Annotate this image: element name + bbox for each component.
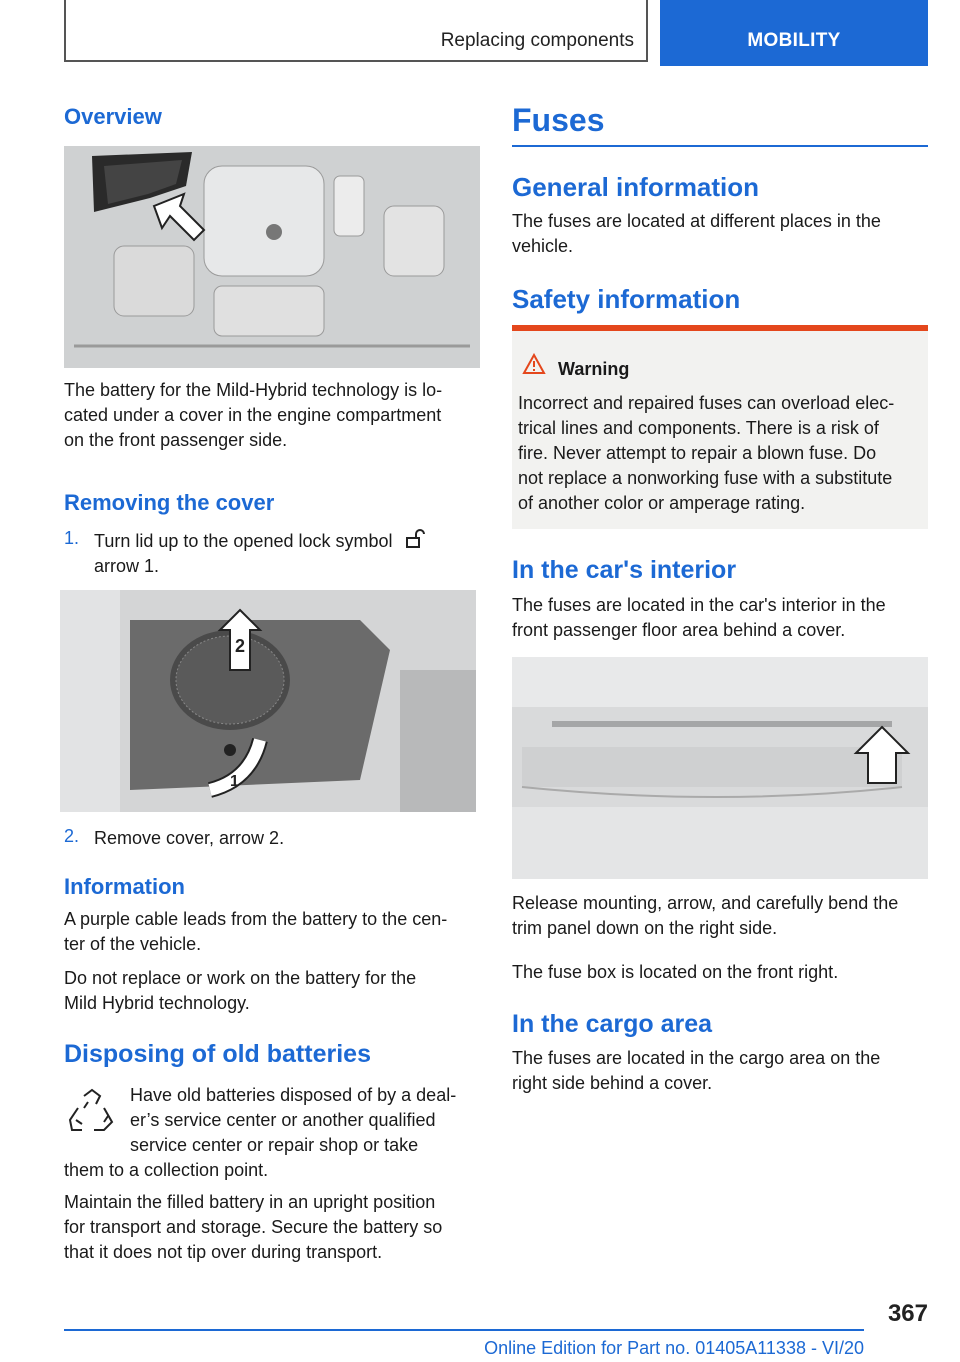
warning-text: Incorrect and repaired fuses can overload elec- trical lines and components. There is a risk of fire. Never attempt to repair a blown fuse. Do not replace a nonworking fuse with a substitute of another color or amperage rating. (518, 393, 895, 513)
release-mounting-text: Release mounting, arrow, and carefully bend the trim panel down on the right side. (512, 893, 899, 938)
battery-cover-image (60, 590, 476, 812)
warning-box (512, 325, 928, 529)
online-edition-text: Online Edition for Part no. 01405A11338 - VI/20 (484, 1338, 864, 1358)
chapter-tab (660, 0, 928, 66)
maintain-battery-text: Maintain the filled battery in an upright position for transport and storage. Secure the battery so that it does not tip over during transport. (64, 1192, 443, 1262)
safety-information-heading: Safety information (512, 284, 741, 314)
fuse-box-location-text: The fuse box is located on the front right. (512, 962, 839, 982)
fuses-heading-rule (512, 145, 928, 147)
section-title-box (64, 0, 648, 62)
battery-location-text: The battery for the Mild-Hybrid technology is lo- cated under a cover in the engine compartment on the front passenger side. (64, 380, 443, 450)
interior-text: The fuses are located in the car's interior in the front passenger floor area behind a cover. (512, 595, 886, 640)
disposing-text-continued: them to a collection point. (64, 1160, 269, 1180)
fuses-heading: Fuses (512, 102, 605, 138)
step-1-text: Turn lid up to the opened lock symbol arrow 1. (94, 528, 480, 579)
step-2-text: Remove cover, arrow 2. (94, 828, 285, 848)
warning-triangle-icon (522, 353, 546, 375)
arrow-1-label: 1 (230, 773, 239, 790)
open-lock-icon (404, 528, 426, 550)
info-paragraph-2: Do not replace or work on the battery for the Mild Hybrid technology. (64, 968, 417, 1013)
chapter-tab-label: MOBILITY (747, 30, 841, 51)
step-2-number: 2. (64, 826, 80, 846)
disposing-heading: Disposing of old batteries (64, 1040, 371, 1068)
cargo-area-text: The fuses are located in the cargo area on the right side behind a cover. (512, 1048, 881, 1093)
warning-title: Warning (558, 359, 630, 379)
interior-trim-panel-image (512, 657, 928, 879)
arrow-2-label: 2 (234, 636, 246, 656)
cargo-area-heading: In the cargo area (512, 1010, 713, 1038)
section-title: Replacing components (440, 30, 634, 51)
engine-compartment-image (64, 146, 480, 368)
recycling-icon (64, 1086, 120, 1142)
disposing-text-indented: Have old batteries disposed of by a deal- er’s service center or another qualified service center or repair shop or take (130, 1085, 457, 1155)
general-information-heading: General information (512, 172, 760, 202)
page-number: 367 (887, 1300, 928, 1327)
step-1-number: 1. (64, 528, 80, 548)
removing-cover-heading: Removing the cover (64, 490, 275, 515)
info-paragraph-1: A purple cable leads from the battery to the cen- ter of the vehicle. (64, 909, 448, 954)
footer-rule (64, 1329, 864, 1331)
general-information-text: The fuses are located at different places in the vehicle. (512, 211, 881, 256)
interior-heading: In the car's interior (512, 556, 737, 584)
information-heading: Information (64, 874, 185, 899)
overview-heading: Overview (64, 104, 162, 129)
page-header (64, 0, 928, 66)
